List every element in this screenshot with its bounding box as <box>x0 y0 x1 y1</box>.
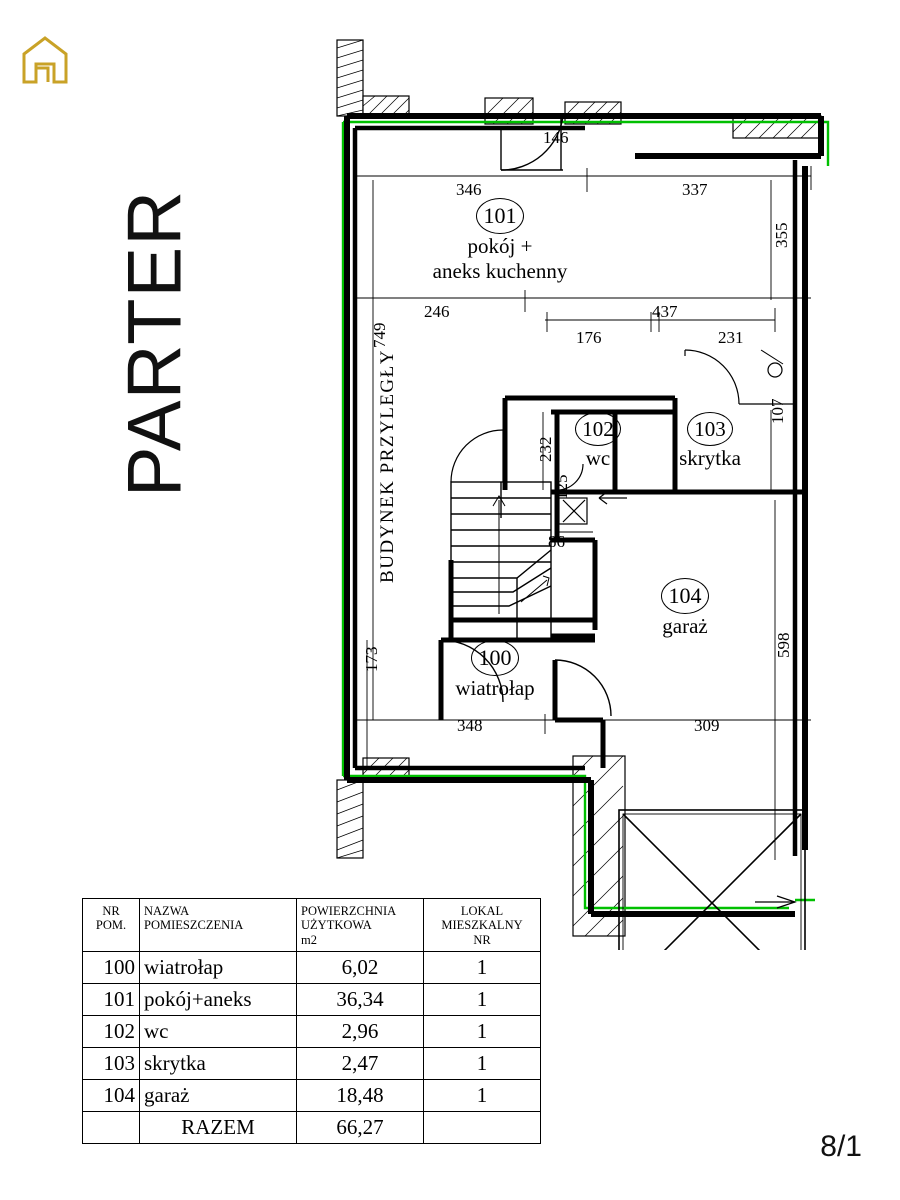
header-area <box>297 899 424 952</box>
cell-nr: 102 <box>83 1016 140 1048</box>
cell-lokal: 1 <box>424 1080 541 1112</box>
dimension-437: 437 <box>652 302 678 321</box>
table-row <box>83 1080 541 1112</box>
table-row <box>83 1016 541 1048</box>
cell-total-label: RAZEM <box>140 1112 297 1144</box>
cell-nr: 104 <box>83 1080 140 1112</box>
table-row <box>83 1048 541 1080</box>
house-outline-logo <box>18 34 72 88</box>
table-header <box>83 899 541 952</box>
page-number: 8/1 <box>820 1130 862 1163</box>
room-number-100: 100 <box>471 640 519 676</box>
room-label-101 <box>385 198 615 283</box>
cell-name: skrytka <box>140 1048 297 1080</box>
cell-area: 18,48 <box>297 1080 424 1112</box>
page-title: PARTER <box>112 189 198 498</box>
header-name-line2: POMIESZCZENIA <box>144 918 244 933</box>
cell-name: pokój+aneks <box>140 984 297 1016</box>
room-number-104: 104 <box>661 578 709 614</box>
dimension-309: 309 <box>694 716 720 735</box>
header-area-line2: UŻYTKOWA <box>301 918 372 933</box>
header-nr-line1: NR <box>102 904 120 918</box>
dimension-176: 176 <box>576 328 602 347</box>
room-number-102: 102 <box>575 412 621 446</box>
cell-area: 2,47 <box>297 1048 424 1080</box>
table-header-row <box>83 899 541 952</box>
room-name-103: skrytka <box>679 446 741 470</box>
dimension-337: 337 <box>682 180 708 199</box>
dimension-346: 346 <box>456 180 482 199</box>
room-number-103: 103 <box>687 412 733 446</box>
dimension-348: 348 <box>457 716 483 735</box>
cell-area: 36,34 <box>297 984 424 1016</box>
cell-total-area: 66,27 <box>297 1112 424 1144</box>
dimension-231: 231 <box>718 328 744 347</box>
dimension-173: 173 <box>362 646 381 672</box>
header-lokal-line1: LOKAL <box>460 904 504 918</box>
room-schedule-table <box>82 898 541 1144</box>
room-label-100 <box>415 640 575 701</box>
room-name-104: garaż <box>662 614 708 638</box>
dimension-232: 232 <box>536 436 555 462</box>
header-lokal-line3: NR <box>473 932 491 947</box>
cell-lokal: 1 <box>424 952 541 984</box>
header-lokal-line2: MIESZKALNY <box>441 918 523 933</box>
dimension-598: 598 <box>774 632 793 658</box>
header-nr <box>83 899 140 952</box>
table-body <box>83 952 541 1144</box>
cell-name: garaż <box>140 1080 297 1112</box>
door-skrytka <box>685 350 795 404</box>
room-number-101: 101 <box>476 198 524 234</box>
room-name-100: wiatrołap <box>455 676 535 700</box>
adjacent-building-note: BUDYNEK PRZYLEGŁY <box>377 349 398 583</box>
dimension-86: 86 <box>548 532 565 551</box>
cell-lokal: 1 <box>424 1016 541 1048</box>
room-label-102 <box>552 412 644 471</box>
staircase <box>451 482 551 640</box>
door-stairs <box>451 430 503 482</box>
dimension-125: 125 <box>552 474 571 500</box>
fixture-circle <box>768 363 782 377</box>
cell-name: wiatrołap <box>140 952 297 984</box>
header-lokal <box>424 899 541 952</box>
cell-nr: 101 <box>83 984 140 1016</box>
cell-nr: 103 <box>83 1048 140 1080</box>
table-row <box>83 952 541 984</box>
table-total-row <box>83 1112 541 1144</box>
hatched-wall-top-left <box>337 40 409 118</box>
header-name-line1: NAZWA <box>144 904 190 918</box>
dimension-749: 749 <box>370 322 389 348</box>
cell-lokal: 1 <box>424 984 541 1016</box>
dimension-246: 246 <box>424 302 450 321</box>
terrace-square <box>619 810 805 950</box>
cell-name: wc <box>140 1016 297 1048</box>
cell-area: 6,02 <box>297 952 424 984</box>
table-row <box>83 984 541 1016</box>
dimension-107: 107 <box>768 398 787 424</box>
header-nr-line2: POM. <box>95 918 127 933</box>
cell-lokal-empty <box>424 1112 541 1144</box>
header-name <box>140 899 297 952</box>
cell-nr: 100 <box>83 952 140 984</box>
room-name-102: wc <box>585 446 611 470</box>
cell-area: 2,96 <box>297 1016 424 1048</box>
cell-nr-empty <box>83 1112 140 1144</box>
header-area-line3: m2 <box>301 932 317 947</box>
room-name-101-line2: aneks kuchenny <box>432 258 568 283</box>
room-label-103 <box>650 412 770 471</box>
header-area-line1: POWIERZCHNIA <box>301 904 397 918</box>
cell-lokal: 1 <box>424 1048 541 1080</box>
room-label-104 <box>625 578 745 639</box>
room-name-101-line1: pokój + <box>467 234 533 258</box>
dimension-146: 146 <box>543 128 569 147</box>
dimension-355: 355 <box>772 222 791 248</box>
